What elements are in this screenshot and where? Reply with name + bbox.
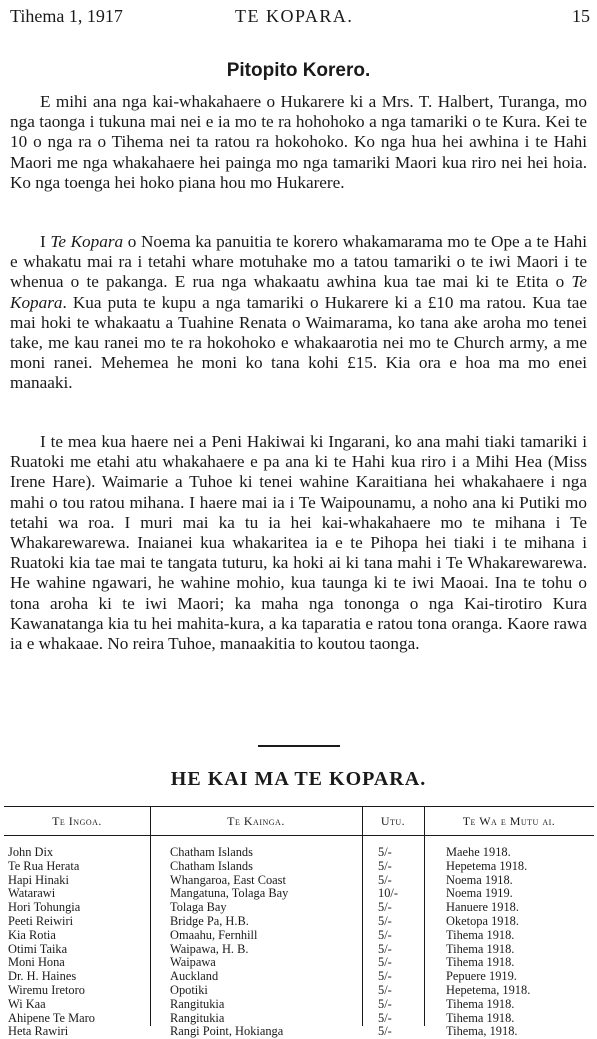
column-header-place: Te Kainga. xyxy=(227,814,285,828)
table-row xyxy=(4,846,594,860)
paragraph-text: E mihi ana nga kai-whakahaere o Hukarere ki a Mrs. T. Halbert, Turanga, mo nga taonga i tukuna mai nei e ia mo te ra hohohoko a nga tamariki o te Kura. Kei te 10 o nga ra o Tihema nei ta ratou ra hokohoko. Ko nga hua hei awhina i te Hahi Maori me nga whakahaere hei painga mo nga tamariki Maori kua riro nei hei hoia. Ko nga toenga hei hoko piana hou mo Hukarere. xyxy=(10,92,587,192)
table-row xyxy=(4,901,594,915)
subscription-expiry: Tihema 1918. xyxy=(446,941,515,956)
subscriber-place: Opotiki xyxy=(170,982,208,997)
subscription-expiry: Tihema 1918. xyxy=(446,996,515,1011)
column-header-name: Te Ingoa. xyxy=(52,814,102,828)
publication-name: TE KOPARA. xyxy=(235,6,354,26)
subscriber-place: Rangitukia xyxy=(170,1010,225,1025)
subscription-expiry: Noema 1919. xyxy=(446,886,513,901)
subscription-expiry: Tihema 1918. xyxy=(446,1010,515,1025)
subscription-expiry: Noema 1918. xyxy=(446,872,513,887)
subscription-expiry: Hepetema, 1918. xyxy=(446,982,531,997)
table-row xyxy=(4,943,594,957)
table-row xyxy=(4,998,594,1012)
article-paragraph xyxy=(10,92,587,193)
subscription-amount: 10/- xyxy=(378,886,398,901)
table-row xyxy=(4,915,594,929)
subscriber-place: Waipawa, H. B. xyxy=(170,941,249,956)
subscription-amount: 5/- xyxy=(378,913,392,928)
paragraph-text: . Kua puta te kupu a nga tamariki o Hukarere ki a £10 ma ratou. Kua tae mai hoki te whakaatu a Tuahine Renata o Waimarama, ko tana ake aroha mo tenei take, me kau ranei mo te ra hokohoko e whakaarotia nei mo te Church army, a me moni ranei. Mehemea he moni ko tana kohi £15. Kia ora e hoa ma mo enei manaaki. xyxy=(10,292,587,393)
article-paragraph xyxy=(10,232,587,394)
running-header xyxy=(10,6,590,32)
subscription-amount: 5/- xyxy=(378,982,392,997)
italic-text: Te Kopara xyxy=(50,232,124,251)
table-row xyxy=(4,874,594,888)
subscription-amount: 5/- xyxy=(378,969,392,984)
subscription-amount: 5/- xyxy=(378,1024,392,1039)
subscriber-place: Omaahu, Fernhill xyxy=(170,927,258,942)
subscriber-name: Otimi Taika xyxy=(8,941,68,956)
subscriber-place: Chatham Islands xyxy=(170,845,253,859)
subscribers-table xyxy=(4,806,594,1039)
subscription-amount: 5/- xyxy=(378,872,392,887)
subscription-amount: 5/- xyxy=(378,941,392,956)
subscription-expiry: Hepetema 1918. xyxy=(446,858,528,873)
subscriber-name: Peeti Reiwiri xyxy=(8,913,74,928)
subscriber-place: Chatham Islands xyxy=(170,858,253,873)
table-row xyxy=(4,956,594,970)
subscriber-place: Whangaroa, East Coast xyxy=(170,872,286,887)
paragraph-text: I te mea kua haere nei a Peni Hakiwai ki Ingarani, ko ana mahi tiaki tamariki i Ruatoki me etahi atu whakahaere e pa ana ki te Hahi kua riro i a Mihi Hea (Miss Irene Hare). Waimarie a Tuhoe ki tenei wahine Karaitiana hei whakahaere i nga mahi o tou ratou mihana. I haere mai ia i Te Waipounamu, a noho ana ki Putiki mo tetahi wa roa. I muri mai ka tu ia hei kai-whakahaere mo te mihana i Te Whakarewarewa. Inaianei kua whakaritea ia e te Pihopa hei tiaki i te mihana i Ruatoki kia tae mai te tangata tuturu, ka hoki ai ki tana mahi i Te Whakarewarewa. He wahine ngawari, he wahine mohio, kua taunga ki te iwi Maoai. Ina te tohu o tona aroha ki te iwi Maori; ka maha nga tononga o nga Kai-tirotiro Kura Kawanatanga kia tu hei mahita-kura, a ka taparatia e ratou tona oranga. Kaore rawa ia e whakaae. No reira Tuhoe, manaakitia to koutou taonga. xyxy=(10,432,587,654)
subscriber-place: Auckland xyxy=(170,969,219,984)
table-row xyxy=(4,1025,594,1039)
subscriber-place: Mangatuna, Tolaga Bay xyxy=(170,886,289,901)
subscription-expiry: Hanuere 1918. xyxy=(446,900,519,915)
subscriber-name: Wiremu Iretoro xyxy=(8,982,85,997)
table-body xyxy=(4,836,594,1039)
subscriber-name: Hapi Hinaki xyxy=(8,872,69,887)
table-header xyxy=(4,806,594,836)
subscriber-name: Heta Rawiri xyxy=(8,1024,69,1039)
subscription-expiry: Maehe 1918. xyxy=(446,845,511,859)
subscription-amount: 5/- xyxy=(378,1010,392,1025)
table-row xyxy=(4,887,594,901)
subscription-amount: 5/- xyxy=(378,858,392,873)
subscription-amount: 5/- xyxy=(378,927,392,942)
section-divider xyxy=(258,745,340,747)
subscribers-title: HE KAI MA TE KOPARA. xyxy=(170,768,427,790)
table-row xyxy=(4,984,594,998)
table-row xyxy=(4,860,594,874)
subscriber-name: Hori Tohungia xyxy=(8,900,81,915)
subscriber-place: Rangitukia xyxy=(170,996,225,1011)
table-row xyxy=(4,970,594,984)
italic-text: Te Kopara xyxy=(10,272,587,312)
subscription-amount: 5/- xyxy=(378,955,392,970)
subscription-amount: 5/- xyxy=(378,900,392,915)
subscriber-name: Dr. H. Haines xyxy=(8,969,77,984)
table-row xyxy=(4,929,594,943)
subscriber-name: Wi Kaa xyxy=(8,996,46,1011)
table-row xyxy=(4,1012,594,1026)
paragraph-text: o Noema ka panuitia te korero whakamarama mo te Ope a te Hahi e whakatu mai ra i tetahi whare motuhake mo a tatou tamariki o te iwi Maori i te whenua o te pakanga. E rua nga whakaatu awhina kua tae mai ki te Etita o xyxy=(10,232,587,292)
issue-date: Tihema 1, 1917 xyxy=(10,6,123,26)
subscriber-name: Moni Hona xyxy=(8,955,65,970)
subscriber-place: Bridge Pa, H.B. xyxy=(170,913,249,928)
paragraph-text: I xyxy=(40,232,51,251)
subscription-expiry: Oketopa 1918. xyxy=(446,913,519,928)
subscription-expiry: Pepuere 1919. xyxy=(446,969,517,984)
subscription-amount: 5/- xyxy=(378,845,392,859)
subscriber-place: Tolaga Bay xyxy=(170,900,227,915)
subscriber-name: Te Rua Herata xyxy=(8,858,80,873)
subscriber-name: Kia Rotia xyxy=(8,927,56,942)
subscriber-name: Watarawi xyxy=(8,886,56,901)
subscription-amount: 5/- xyxy=(378,996,392,1011)
subscription-expiry: Tihema, 1918. xyxy=(446,1024,518,1039)
subscriber-name: John Dix xyxy=(8,845,54,859)
subscriber-place: Waipawa xyxy=(170,955,216,970)
subscriber-name: Ahipene Te Maro xyxy=(8,1010,95,1025)
subscriber-place: Rangi Point, Hokianga xyxy=(170,1024,284,1039)
subscription-expiry: Tihema 1918. xyxy=(446,927,515,942)
column-header-paid: Utu. xyxy=(380,814,406,828)
column-header-expiry: Te Wa e Mutu ai. xyxy=(462,814,556,828)
page-number: 15 xyxy=(572,6,590,26)
article-title: Pitopito Korero. xyxy=(226,60,371,81)
subscription-expiry: Tihema 1918. xyxy=(446,955,515,970)
article-paragraph xyxy=(10,432,587,654)
